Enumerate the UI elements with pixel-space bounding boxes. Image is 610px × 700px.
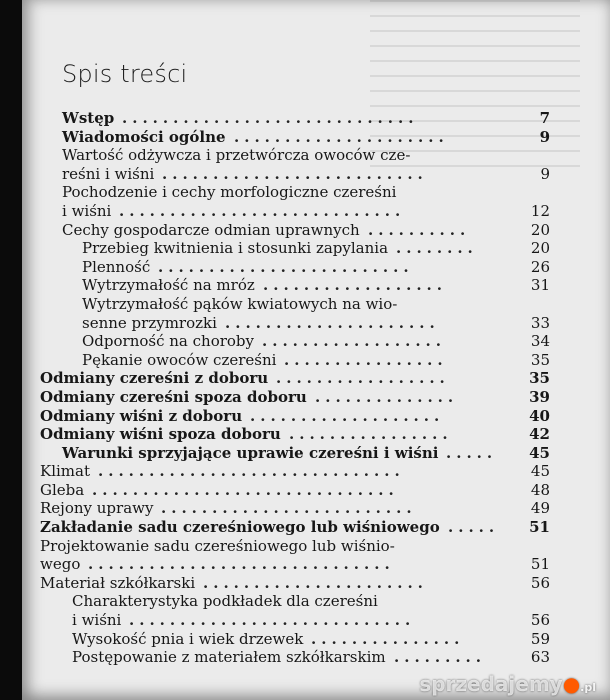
toc-entry-title: Odmiany wiśni spoza doboru bbox=[40, 425, 281, 444]
dot-leader: ..................... bbox=[225, 313, 440, 332]
toc-page-number: 42 bbox=[529, 425, 550, 444]
dot-leader: ......................... bbox=[161, 499, 417, 518]
toc-entry bbox=[22, 221, 610, 240]
toc-page-number: 9 bbox=[540, 164, 550, 183]
toc-entry bbox=[22, 499, 610, 518]
toc-entry-title: Wytrzymałość na mróz bbox=[82, 276, 255, 295]
dot-leader: .......... bbox=[368, 220, 471, 239]
toc-page-number: 31 bbox=[530, 276, 550, 295]
toc-entry-title: i wiśni bbox=[62, 201, 112, 220]
table-of-contents bbox=[22, 109, 610, 667]
toc-page-number: 12 bbox=[530, 201, 550, 220]
toc-entry bbox=[22, 276, 610, 295]
toc-page-number: 48 bbox=[530, 480, 550, 499]
toc-entry-title: Wiadomości ogólne bbox=[62, 127, 226, 146]
dot-leader: ..... bbox=[448, 518, 500, 537]
toc-entry-title: i wiśni bbox=[72, 611, 122, 630]
toc-page-number: 20 bbox=[530, 220, 550, 239]
toc-entry-title: Odmiany czereśni spoza doboru bbox=[40, 387, 307, 406]
toc-page-number: 56 bbox=[530, 611, 550, 630]
watermark-dot-icon: ● bbox=[562, 672, 581, 696]
toc-page-number: 40 bbox=[529, 406, 550, 425]
toc-entry bbox=[22, 258, 610, 277]
toc-entry-title: Materiał szkółkarski bbox=[40, 573, 196, 592]
dot-leader: .................. bbox=[263, 276, 447, 295]
toc-entry-title: Zakładanie sadu czereśniowego lub wiśniowego bbox=[40, 518, 440, 537]
toc-entry-title: Rejony uprawy bbox=[40, 499, 154, 518]
toc-entry bbox=[22, 239, 610, 258]
toc-entry bbox=[22, 202, 610, 221]
toc-entry-title: reśni i wiśni bbox=[62, 164, 155, 183]
dot-leader: ......................... bbox=[158, 257, 414, 276]
toc-entry bbox=[22, 481, 610, 500]
watermark-tld: .pl bbox=[580, 681, 596, 694]
toc-entry bbox=[22, 314, 610, 333]
dot-leader: ............................ bbox=[129, 611, 416, 630]
toc-entry bbox=[22, 462, 610, 481]
toc-entry-title: Wytrzymałość pąków kwiatowych na wio- bbox=[82, 294, 398, 313]
toc-entry bbox=[22, 388, 610, 407]
toc-page-number: 26 bbox=[530, 257, 550, 276]
toc-entry bbox=[22, 425, 610, 444]
toc-entry-title: wego bbox=[40, 555, 81, 574]
toc-page-number: 35 bbox=[529, 369, 550, 388]
toc-page-number: 7 bbox=[539, 109, 550, 127]
toc-entry bbox=[22, 444, 610, 463]
toc-entry-title: Odmiany wiśni z doboru bbox=[40, 406, 243, 425]
dot-leader: ............... bbox=[311, 629, 465, 648]
dot-leader: .................. bbox=[262, 332, 446, 351]
toc-entry bbox=[22, 592, 610, 611]
toc-entry bbox=[22, 555, 610, 574]
toc-entry-title: Plenność bbox=[82, 257, 151, 276]
toc-entry-title: Charakterystyka podkładek dla czereśni bbox=[72, 592, 378, 611]
toc-page-number: 20 bbox=[530, 239, 550, 258]
toc-entry bbox=[22, 407, 610, 426]
toc-page-number: 35 bbox=[530, 350, 550, 369]
toc-entry-title: Warunki sprzyjające uprawie czereśni i wiśni bbox=[62, 443, 439, 462]
toc-entry bbox=[22, 611, 610, 630]
toc-entry-title: senne przymrozki bbox=[82, 313, 217, 332]
toc-page-number: 51 bbox=[530, 555, 550, 574]
toc-entry bbox=[22, 351, 610, 370]
dot-leader: ............................. bbox=[122, 109, 419, 127]
watermark-logo bbox=[419, 672, 596, 696]
toc-entry bbox=[22, 369, 610, 388]
dot-leader: ......... bbox=[394, 648, 486, 667]
toc-entry-title: Cechy gospodarcze odmian uprawnych bbox=[62, 220, 360, 239]
dot-leader: .......................... bbox=[162, 164, 428, 183]
dot-leader: ...................... bbox=[203, 573, 428, 592]
toc-page-number: 34 bbox=[530, 332, 550, 351]
toc-entry-title: Projektowanie sadu czereśniowego lub wiśnio- bbox=[40, 536, 395, 555]
toc-entry-title: Przebieg kwitnienia i stosunki zapylania bbox=[82, 239, 389, 258]
toc-entry-title: Wartość odżywcza i przetwórcza owoców cze- bbox=[62, 146, 411, 165]
dot-leader: .............. bbox=[315, 387, 459, 406]
toc-page-number: 45 bbox=[530, 462, 550, 481]
toc-entry bbox=[22, 574, 610, 593]
dot-leader: ................... bbox=[250, 406, 445, 425]
toc-page-number: 51 bbox=[529, 518, 550, 537]
page-title: Spis treści bbox=[62, 60, 188, 88]
toc-entry bbox=[22, 109, 610, 128]
toc-entry bbox=[22, 146, 610, 165]
toc-page-number: 63 bbox=[530, 648, 550, 667]
dot-leader: ............................ bbox=[119, 201, 406, 220]
toc-entry bbox=[22, 165, 610, 184]
toc-page-number: 33 bbox=[530, 313, 550, 332]
dot-leader: ..... bbox=[446, 443, 498, 462]
dot-leader: .............................. bbox=[98, 462, 405, 481]
toc-page-number: 39 bbox=[529, 387, 550, 406]
dot-leader: ................ bbox=[284, 350, 448, 369]
toc-page-number: 45 bbox=[529, 443, 550, 462]
watermark-name: sprzedajemy bbox=[419, 672, 563, 696]
toc-entry bbox=[22, 630, 610, 649]
toc-entry-title: Wysokość pnia i wiek drzewek bbox=[72, 629, 304, 648]
dot-leader: .............................. bbox=[92, 480, 399, 499]
toc-page-number: 49 bbox=[530, 499, 550, 518]
toc-entry bbox=[22, 537, 610, 556]
toc-entry-title: Odporność na choroby bbox=[82, 332, 255, 351]
dot-leader: .............................. bbox=[88, 555, 395, 574]
toc-entry-title: Klimat bbox=[40, 462, 90, 481]
toc-page-number: 56 bbox=[530, 573, 550, 592]
toc-entry bbox=[22, 183, 610, 202]
toc-entry bbox=[22, 332, 610, 351]
toc-page-number: 9 bbox=[539, 127, 550, 146]
toc-entry bbox=[22, 518, 610, 537]
toc-entry-title: Pękanie owoców czereśni bbox=[82, 350, 277, 369]
toc-entry-title: Pochodzenie i cechy morfologiczne czereśni bbox=[62, 183, 397, 202]
toc-entry bbox=[22, 295, 610, 314]
dot-leader: ........ bbox=[396, 239, 478, 258]
toc-page-number: 59 bbox=[530, 629, 550, 648]
toc-entry-title: Odmiany czereśni z doboru bbox=[40, 369, 269, 388]
dot-leader: ................ bbox=[289, 425, 453, 444]
book-page bbox=[22, 0, 610, 700]
toc-entry-title: Wstęp bbox=[62, 109, 115, 127]
toc-entry-title: Gleba bbox=[40, 480, 85, 499]
toc-entry bbox=[22, 648, 610, 667]
toc-entry bbox=[22, 128, 610, 147]
dot-leader: ................. bbox=[276, 369, 450, 388]
dot-leader: ..................... bbox=[234, 127, 449, 146]
toc-entry-title: Postępowanie z materiałem szkółkarskim bbox=[72, 648, 386, 667]
